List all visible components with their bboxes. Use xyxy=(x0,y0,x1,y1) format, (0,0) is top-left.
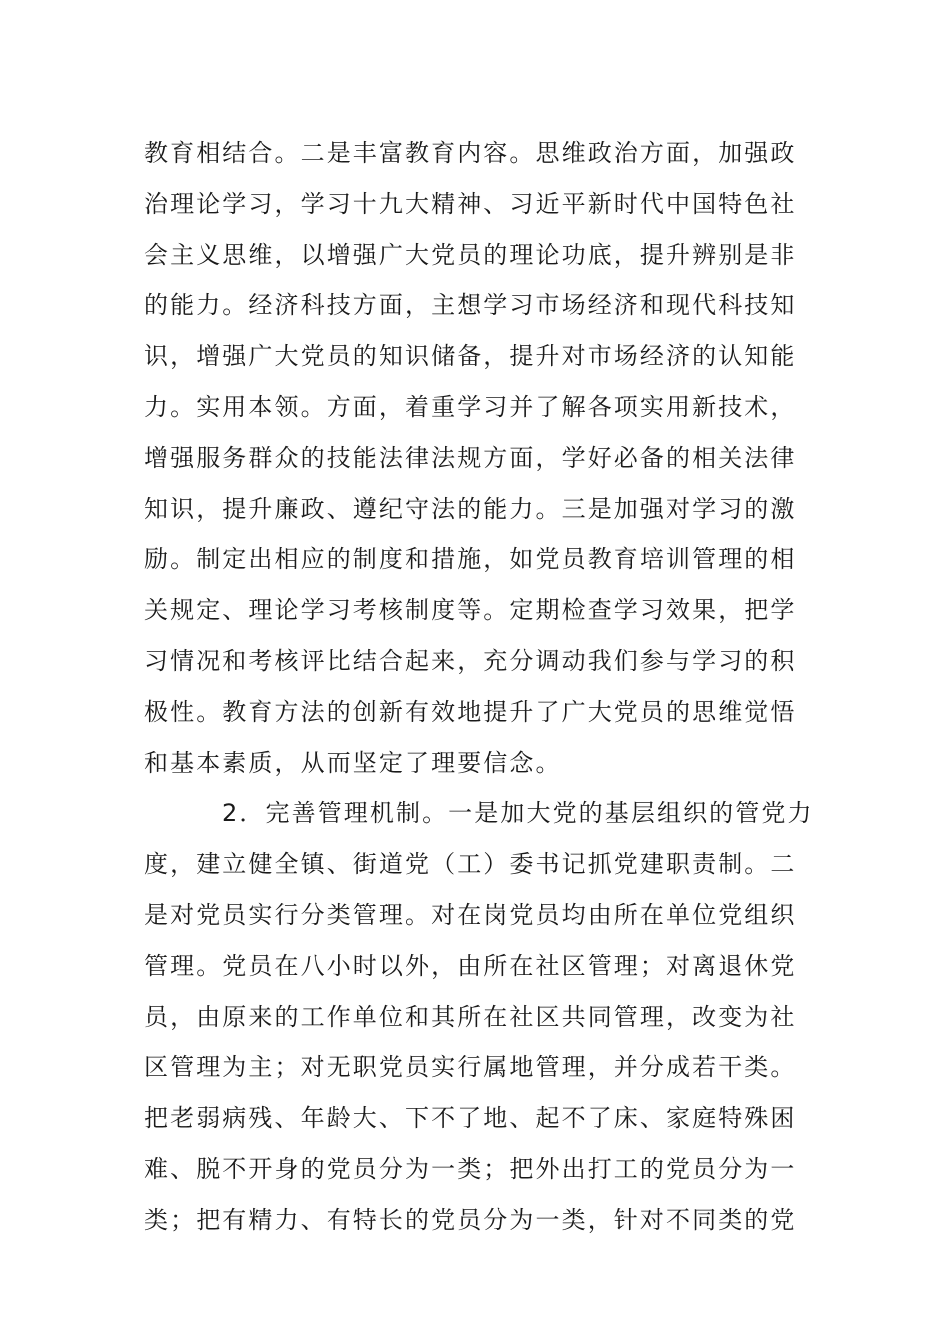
text-line: 区管理为主；对无职党员实行属地管理，并分成若干类。 xyxy=(144,1053,797,1082)
text-line: 的能力。经济科技方面，主想学习市场经济和现代科技知 xyxy=(144,291,797,320)
text-line: 和基本素质，从而坚定了理要信念。 xyxy=(144,748,562,777)
text-line: 极性。教育方法的创新有效地提升了广大党员的思维觉悟 xyxy=(144,697,797,726)
text-line: 教育相结合。二是丰富教育内容。思维政治方面，加强政 xyxy=(144,139,797,167)
text-line: 员，由原来的工作单位和其所在社区共同管理，改变为社 xyxy=(144,1002,797,1031)
text-line: 度，建立健全镇、街道党（工）委书记抓党建职责制。二 xyxy=(144,850,797,879)
text-line: 知识，提升廉政、遵纪守法的能力。三是加强对学习的激 xyxy=(144,494,797,523)
section-heading-line: 2．完善管理机制。一是加大党的基层组织的管党力 xyxy=(222,799,814,828)
text-line: 关规定、理论学习考核制度等。定期检查学习效果，把学 xyxy=(144,596,797,625)
text-line: 类；把有精力、有特长的党员分为一类，针对不同类的党 xyxy=(144,1205,797,1234)
text-line: 管理。党员在八小时以外，由所在社区管理；对离退休党 xyxy=(144,951,797,980)
text-line: 增强服务群众的技能法律法规方面，学好必备的相关法律 xyxy=(144,443,797,472)
text-line: 励。制定出相应的制度和措施，如党员教育培训管理的相 xyxy=(144,545,797,574)
text-line: 习情况和考核评比结合起来，充分调动我们参与学习的积 xyxy=(144,646,797,675)
text-line: 识，增强广大党员的知识储备，提升对市场经济的认知能 xyxy=(144,342,797,371)
text-line: 会主义思维，以增强广大党员的理论功底，提升辨别是非 xyxy=(144,240,797,269)
text-line: 把老弱病残、年龄大、下不了地、起不了床、家庭特殊困 xyxy=(144,1104,797,1133)
body-text xyxy=(144,128,816,1246)
text-line: 是对党员实行分类管理。对在岗党员均由所在单位党组织 xyxy=(144,900,797,929)
text-line: 难、脱不开身的党员分为一类；把外出打工的党员分为一 xyxy=(144,1154,797,1183)
text-line: 力。实用本领。方面，着重学习并了解各项实用新技术， xyxy=(144,392,797,421)
text-line: 治理论学习，学习十九大精神、习近平新时代中国特色社 xyxy=(144,189,797,218)
